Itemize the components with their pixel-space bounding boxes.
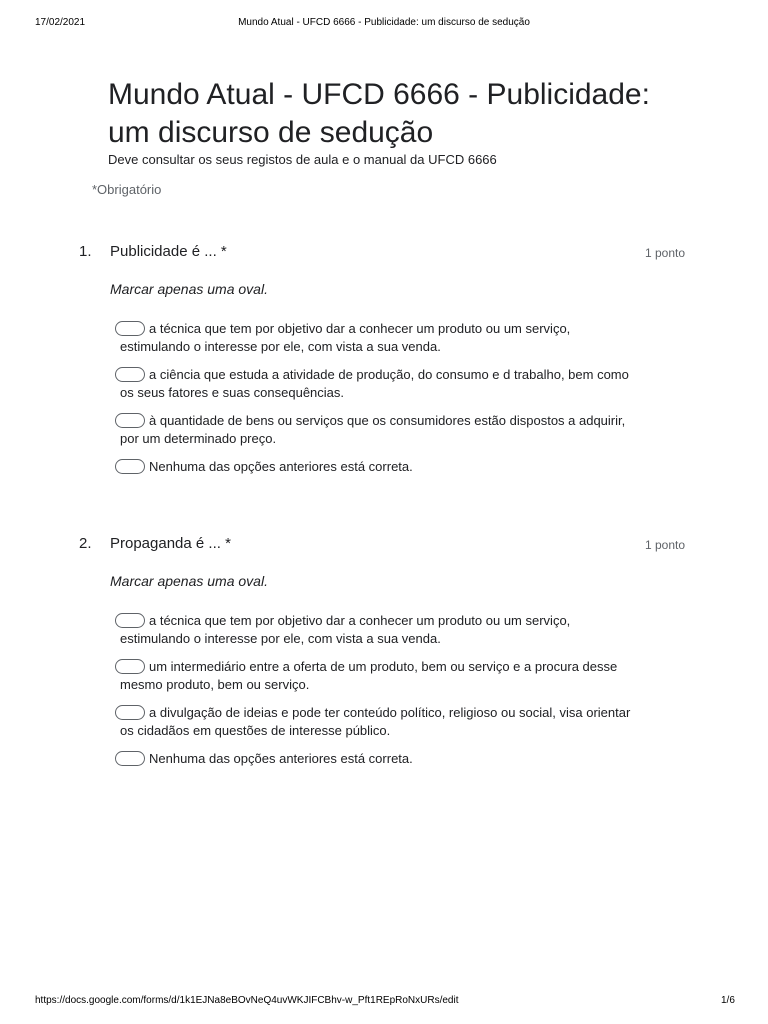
option-text-line1: um intermediário entre a oferta de um produto, bem ou serviço e a procura desse: [149, 659, 618, 674]
option-4[interactable]: [115, 750, 675, 768]
option-text-line2: estimulando o interesse por ele, com vista a sua venda.: [120, 631, 441, 646]
option-text-line1: a técnica que tem por objetivo dar a conhecer um produto ou um serviço,: [149, 321, 571, 336]
form-title-line2: um discurso de sedução: [108, 116, 434, 149]
option-text-line2: os seus fatores e suas consequências.: [120, 385, 345, 400]
question-number: 1.: [79, 243, 92, 260]
footer-url: https://docs.google.com/forms/d/1k1EJNa8eBOvNeQ4uvWKJIFCBhv-w_Pft1REpRoNxURs/edit: [35, 995, 459, 1006]
radio-oval[interactable]: [115, 613, 145, 628]
question-points: 1 ponto: [645, 246, 686, 260]
option-4[interactable]: [115, 458, 675, 476]
radio-oval[interactable]: [115, 659, 145, 674]
option-text-line2: por um determinado preço.: [120, 431, 277, 446]
option-2[interactable]: [115, 658, 675, 694]
option-1[interactable]: [115, 612, 675, 648]
option-text-line1: a técnica que tem por objetivo dar a conhecer um produto ou um serviço,: [149, 613, 571, 628]
option-text-line2: os cidadãos em questões de interesse público.: [120, 723, 391, 738]
option-text-line2: mesmo produto, bem ou serviço.: [120, 677, 310, 692]
radio-oval[interactable]: [115, 751, 145, 766]
print-title: Mundo Atual - UFCD 6666 - Publicidade: um discurso de sedução: [238, 17, 530, 28]
form-title-line1: Mundo Atual - UFCD 6666 - Publicidade:: [108, 78, 650, 111]
option-2[interactable]: [115, 366, 675, 402]
option-text-line2: estimulando o interesse por ele, com vista a sua venda.: [120, 339, 441, 354]
question-number: 2.: [79, 535, 92, 552]
options-list: [115, 612, 675, 778]
option-text-line1: à quantidade de bens ou serviços que os consumidores estão dispostos a adquirir,: [149, 413, 626, 428]
required-note: *Obrigatório: [92, 182, 162, 197]
form-description: Deve consultar os seus registos de aula e o manual da UFCD 6666: [108, 152, 497, 167]
option-1[interactable]: [115, 320, 675, 356]
options-list: [115, 320, 675, 486]
radio-oval[interactable]: [115, 459, 145, 474]
question-instruction: Marcar apenas uma oval.: [110, 281, 268, 297]
option-text-line1: Nenhuma das opções anteriores está correta.: [149, 751, 413, 766]
option-text-line1: Nenhuma das opções anteriores está correta.: [149, 459, 413, 474]
radio-oval[interactable]: [115, 705, 145, 720]
question-title: Publicidade é ... *: [110, 243, 227, 260]
question-instruction: Marcar apenas uma oval.: [110, 573, 268, 589]
question-title: Propaganda é ... *: [110, 535, 231, 552]
option-text-line1: a ciência que estuda a atividade de produção, do consumo e d trabalho, bem como: [149, 367, 629, 382]
footer-page-number: 1/6: [721, 995, 735, 1006]
radio-oval[interactable]: [115, 367, 145, 382]
form-title: [108, 76, 708, 152]
radio-oval[interactable]: [115, 413, 145, 428]
option-text-line1: a divulgação de ideias e pode ter conteúdo político, religioso ou social, visa orientar: [149, 705, 631, 720]
print-footer: [0, 995, 768, 1009]
option-3[interactable]: [115, 704, 675, 740]
print-header: [0, 17, 768, 31]
radio-oval[interactable]: [115, 321, 145, 336]
question-points: 1 ponto: [645, 538, 686, 552]
print-date: 17/02/2021: [35, 17, 86, 28]
option-3[interactable]: [115, 412, 675, 448]
